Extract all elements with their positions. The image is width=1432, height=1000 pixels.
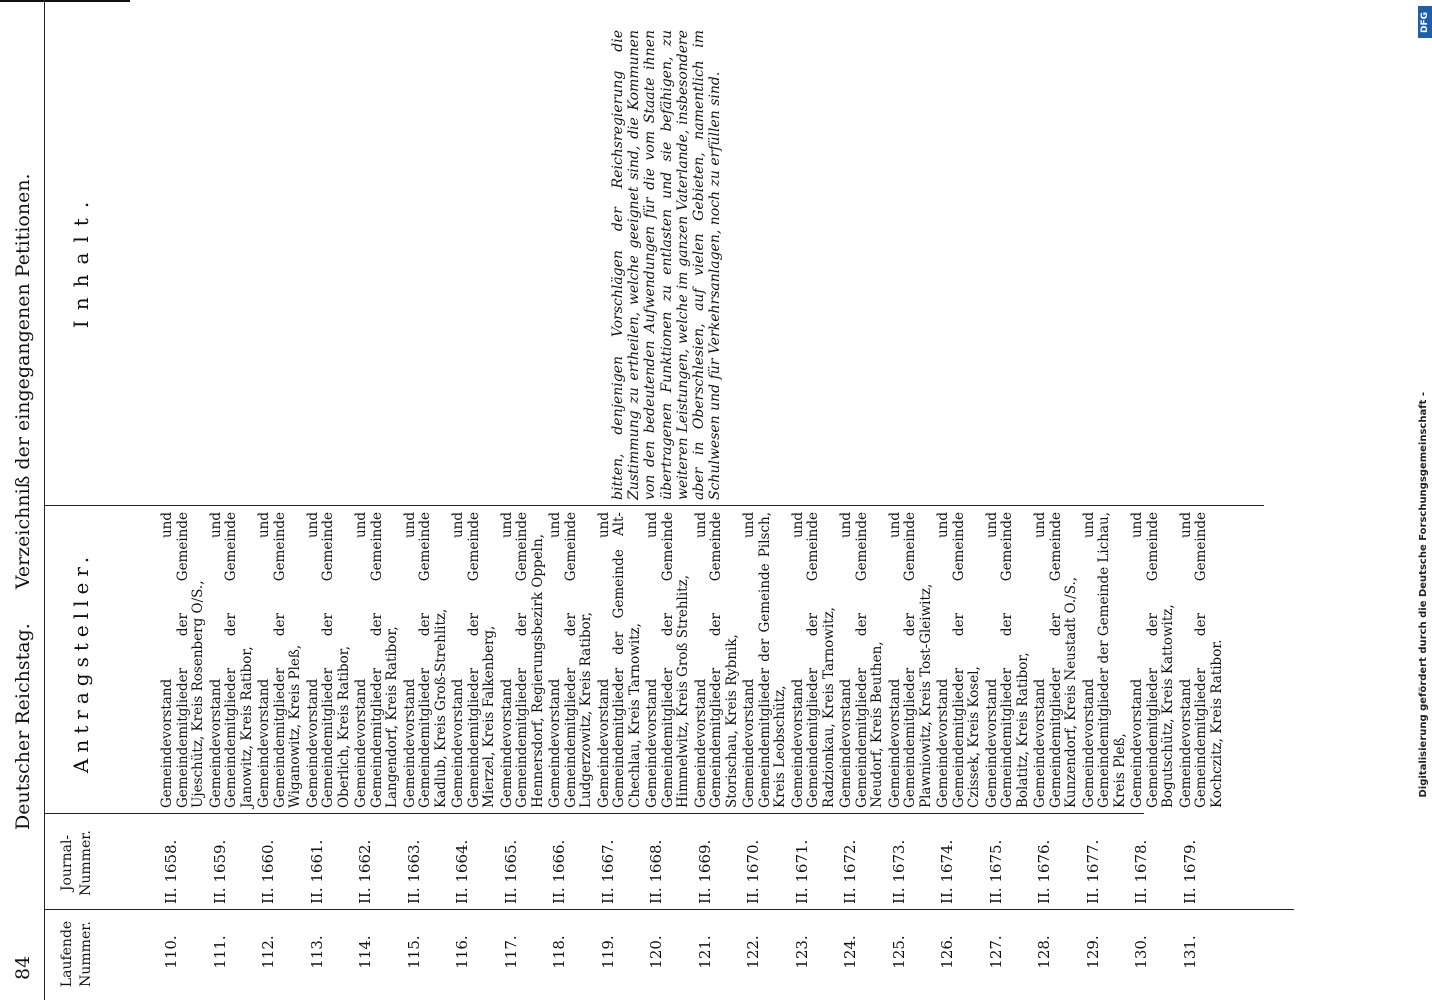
journal-nummer-cell: II. 1670. bbox=[744, 839, 762, 904]
table-row bbox=[160, 0, 209, 1000]
journal-nummer-cell: II. 1659. bbox=[210, 839, 229, 904]
laufende-nummer-cell: 113. bbox=[307, 935, 326, 969]
journal-nummer-cell: II. 1675. bbox=[986, 839, 1005, 904]
antragsteller-cell: Gemeindevorstand und Gemeindemitglieder der Gemeinde Himmelwitz, Kreis Groß Strehlitz, bbox=[644, 512, 691, 808]
antragsteller-cell: Gemeindevorstand und Gemeindemitglieder der Gemeinde Bolatitz, Kreis Ratibor, bbox=[983, 512, 1031, 808]
laufende-nummer-cell: 119. bbox=[598, 935, 617, 969]
antragsteller-cell: Gemeindevorstand und Gemeindemitglieder der Gemeinde Janowitz, Kreis Ratibor, bbox=[207, 512, 255, 808]
antragsteller-cell: Gemeindevorstand und Gemeindemitglieder der Gemeinde Radzionkau, Kreis Tarnowitz, bbox=[789, 512, 837, 808]
antragsteller-cell: Gemeindevorstand und Gemeindemitglieder der Gemeinde Mierzel, Kreis Falkenberg, bbox=[450, 512, 497, 808]
header-rule bbox=[44, 0, 45, 1000]
column-header-inhalt: Inhalt. bbox=[69, 191, 93, 329]
laufende-nummer-cell: 118. bbox=[550, 935, 568, 969]
table-row bbox=[306, 0, 355, 1000]
journal-nummer-cell: II. 1677. bbox=[1083, 839, 1102, 904]
journal-nummer-cell: II. 1663. bbox=[404, 839, 423, 904]
journal-nummer-cell: II. 1669. bbox=[695, 839, 714, 904]
laufende-nummer-cell: 111. bbox=[210, 935, 229, 969]
table-row bbox=[1130, 0, 1179, 1000]
antragsteller-cell: Gemeindevorstand und Gemeindemitglieder der Gemeinde Oberlich, Kreis Ratibor, bbox=[304, 512, 352, 808]
table-row bbox=[888, 0, 937, 1000]
laufende-nummer-cell: 123. bbox=[792, 935, 811, 969]
laufende-nummer-cell: 116. bbox=[453, 935, 471, 969]
laufende-nummer-cell: 112. bbox=[259, 935, 277, 969]
journal-nummer-cell: II. 1674. bbox=[938, 839, 956, 904]
laufende-nummer-cell: 127. bbox=[986, 935, 1005, 969]
antragsteller-cell: Gemeindevorstand und Gemeindemitglieder der Gemeinde Wiganowitz, Kreis Pleß, bbox=[256, 512, 303, 808]
page-number: 84 bbox=[12, 955, 34, 980]
antragsteller-cell: Gemeindevorstand und Gemeindemitglieder der Gemeinde Storischau, Kreis Rybnik, bbox=[692, 512, 740, 808]
inhalt-text: bitten, denjenigen Vorschlägen der Reichsregierung die Zustimmung zu ertheilen, welche geeignet sind, die Kommunen von den bedeutenden Aufwendungen für die vom Staate ihnen übertragenen Funktionen zu entlasten und sie befähigen, zu weiteren Leistungen, welche im ganzen Vaterlande, insbesondere aber in Oberschlesien, auf vielen Gebieten, namentlich im Schulwesen und für Verkehrsanlagen, noch zu erfüllen sind. bbox=[610, 30, 724, 500]
antragsteller-cell: Gemeindevorstand und Gemeindemitglieder der Gemeinde Ujeschütz, Kreis Rosenberg O/S., bbox=[159, 512, 206, 808]
journal-nummer-cell: II. 1665. bbox=[501, 839, 520, 904]
laufende-nummer-cell: 114. bbox=[356, 935, 374, 969]
antragsteller-cell: Gemeindevorstand und Gemeindemitglieder der Gemeinde Alt-Chechlau, Kreis Tarnowitz, bbox=[595, 512, 643, 808]
running-title bbox=[12, 173, 34, 830]
column-header-laufende-nummer: Laufende Nummer. bbox=[59, 920, 94, 988]
antragsteller-cell: Gemeindevorstand und Gemeindemitglieder der Gemeinde Langendorf, Kreis Ratibor, bbox=[353, 512, 400, 808]
laufende-nummer-cell: 121. bbox=[695, 935, 714, 969]
running-title-left: Deutscher Reichstag. bbox=[12, 623, 34, 830]
laufende-nummer-cell: 129. bbox=[1083, 935, 1102, 969]
antragsteller-cell: Gemeindevorstand und Gemeindemitglieder der Gemeinde Kochczitz, Kreis Ratibor. bbox=[1177, 512, 1225, 808]
laufende-nummer-cell: 115. bbox=[404, 935, 423, 969]
table-row bbox=[354, 0, 403, 1000]
journal-nummer-cell: II. 1666. bbox=[550, 839, 568, 904]
journal-nummer-cell: II. 1671. bbox=[792, 839, 811, 904]
antragsteller-cell: Gemeindevorstand und Gemeindemitglieder der Gemeinde Kunzendorf, Kreis Neustadt O./S., bbox=[1032, 512, 1079, 808]
journal-nummer-cell: II. 1668. bbox=[647, 839, 665, 904]
table-row bbox=[742, 0, 791, 1000]
journal-nummer-cell: II. 1660. bbox=[259, 839, 277, 904]
journal-nummer-cell: II. 1667. bbox=[598, 839, 617, 904]
table-row bbox=[257, 0, 306, 1000]
journal-nummer-cell: II. 1673. bbox=[889, 839, 908, 904]
antragsteller-cell: Gemeindevorstand und Gemeindemitglieder der Gemeinde Bogutschütz, Kreis Kattowitz, bbox=[1129, 512, 1176, 808]
laufende-nummer-cell: 130. bbox=[1132, 935, 1150, 969]
antragsteller-cell: Gemeindevorstand und Gemeindemitglieder der Gemeinde Ludgerzowitz, Kreis Ratibor, bbox=[547, 512, 594, 808]
table-row bbox=[839, 0, 888, 1000]
laufende-nummer-cell: 124. bbox=[841, 935, 859, 969]
laufende-nummer-cell: 126. bbox=[938, 935, 956, 969]
table-row bbox=[791, 0, 840, 1000]
page-header bbox=[8, 20, 42, 980]
table-row bbox=[1179, 0, 1228, 1000]
digitization-credit: Digitalisierung gefördert durch die Deutsche Forschungsgemeinschaft - bbox=[1418, 392, 1429, 798]
table-row bbox=[936, 0, 985, 1000]
column-header-journal-nummer: Journal- Nummer. bbox=[59, 830, 94, 896]
journal-nummer-cell: II. 1678. bbox=[1132, 839, 1150, 904]
journal-nummer-cell: II. 1664. bbox=[453, 839, 471, 904]
table-row bbox=[985, 0, 1034, 1000]
antragsteller-cell: Gemeindevorstand und Gemeindemitglieder der Gemeinde Lichau, Kreis Pleß, bbox=[1080, 512, 1128, 808]
column-header-antragsteller: Antragsteller. bbox=[69, 550, 93, 774]
antragsteller-cell: Gemeindevorstand und Gemeindemitglieder der Gemeinde Pilsch, Kreis Leobschütz, bbox=[741, 512, 788, 808]
table-row bbox=[451, 0, 500, 1000]
journal-nummer-cell: II. 1679. bbox=[1180, 839, 1199, 904]
journal-nummer-cell: II. 1662. bbox=[356, 839, 374, 904]
journal-nummer-cell: II. 1676. bbox=[1035, 839, 1053, 904]
laufende-nummer-cell: 125. bbox=[889, 935, 908, 969]
laufende-nummer-cell: 131. bbox=[1180, 935, 1199, 969]
table-row bbox=[403, 0, 452, 1000]
laufende-nummer-cell: 120. bbox=[647, 935, 665, 969]
laufende-nummer-cell: 117. bbox=[501, 935, 520, 969]
antragsteller-cell: Gemeindevorstand und Gemeindemitglieder der Gemeinde Hennersdorf, Regierungsbezirk Oppeln, bbox=[498, 512, 546, 808]
laufende-nummer-cell: 122. bbox=[744, 935, 762, 969]
table-row bbox=[500, 0, 549, 1000]
laufende-nummer-cell: 110. bbox=[162, 935, 180, 969]
antragsteller-cell: Gemeindevorstand und Gemeindemitglieder der Gemeinde Plawniowitz, Kreis Tost-Gleiwitz, bbox=[886, 512, 934, 808]
table-row bbox=[209, 0, 258, 1000]
dfg-logo-badge: DFG bbox=[1418, 6, 1432, 38]
table-row bbox=[1033, 0, 1082, 1000]
laufende-nummer-cell: 128. bbox=[1035, 935, 1053, 969]
running-title-right: Verzeichniß der eingegangenen Petitionen. bbox=[12, 173, 34, 590]
journal-nummer-cell: II. 1661. bbox=[307, 839, 326, 904]
journal-nummer-cell: II. 1658. bbox=[162, 839, 180, 904]
antragsteller-cell: Gemeindevorstand und Gemeindemitglieder der Gemeinde Kadlub, Kreis Groß-Strehlitz, bbox=[401, 512, 449, 808]
table-row bbox=[1082, 0, 1131, 1000]
antragsteller-cell: Gemeindevorstand und Gemeindemitglieder der Gemeinde Neudorf, Kreis Beuthen, bbox=[838, 512, 885, 808]
table-row bbox=[548, 0, 597, 1000]
journal-nummer-cell: II. 1672. bbox=[841, 839, 859, 904]
antragsteller-cell: Gemeindevorstand und Gemeindemitglieder der Gemeinde Czissek, Kreis Kosel, bbox=[935, 512, 982, 808]
